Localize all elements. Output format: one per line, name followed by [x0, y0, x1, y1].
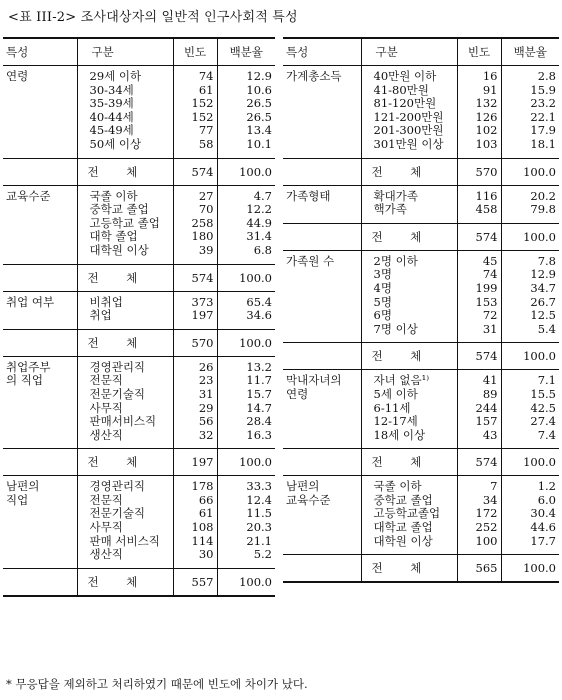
frequency-value: 252 — [475, 520, 498, 535]
frequency-value: 7 — [490, 479, 498, 494]
total-frequency: 565 — [457, 555, 501, 582]
percent-value: 6.0 — [537, 492, 556, 507]
percent-value: 31.4 — [246, 229, 272, 244]
category-label: 대학원 이상 — [373, 533, 433, 548]
frequency-value: 100 — [475, 533, 498, 548]
percent-value: 4.7 — [253, 188, 272, 203]
frequency-cell — [457, 370, 501, 449]
frequency-value: 91 — [482, 82, 498, 97]
frequency-value: 27 — [198, 188, 214, 203]
footnote: * 무응답을 제외하고 처리하였기 때문에 빈도에 차이가 났다. — [6, 677, 308, 691]
frequency-value: 34 — [482, 492, 498, 507]
category-label: 3명 — [373, 267, 392, 282]
percent-value: 17.7 — [530, 533, 556, 548]
total-blank-cell — [283, 158, 361, 185]
percent-value: 13.2 — [246, 359, 272, 374]
characteristic-cell — [283, 370, 361, 449]
category-label: 40만원 이하 — [373, 69, 437, 83]
percent-cell — [501, 66, 559, 159]
characteristic-label: 교육수준 — [6, 188, 51, 203]
frequency-value: 152 — [191, 109, 214, 124]
left-header-row — [3, 39, 275, 66]
total-frequency: 574 — [457, 449, 501, 476]
frequency-value: 258 — [191, 215, 214, 230]
total-label: 전 체 — [77, 264, 173, 291]
category-label: 국졸 이하 — [373, 479, 422, 494]
percent-value: 10.6 — [246, 82, 272, 97]
category-label: 전문기술직 — [89, 506, 146, 521]
percent-value: 27.4 — [530, 414, 556, 429]
percent-value: 34.6 — [246, 308, 272, 323]
percent-value: 13.4 — [246, 123, 272, 138]
header-frequency: 빈도 — [173, 39, 217, 66]
category-label: 81-120만원 — [373, 96, 437, 111]
percent-cell — [501, 370, 559, 449]
percent-value: 44.6 — [530, 520, 556, 535]
group-row — [283, 185, 559, 223]
characteristic-label: 취업 여부 — [6, 294, 55, 309]
percent-value: 20.3 — [246, 520, 272, 535]
category-label: 국졸 이하 — [89, 188, 138, 203]
frequency-cell — [457, 66, 501, 159]
category-label: 7명 이상 — [373, 321, 418, 336]
characteristic-cell — [283, 476, 361, 555]
category-label: 중학교 졸업 — [373, 492, 433, 507]
percent-value: 42.5 — [530, 400, 556, 415]
category-label: 5명 — [373, 294, 392, 309]
category-label: 판매 서비스직 — [89, 533, 160, 548]
percent-value: 12.2 — [246, 202, 272, 217]
group-row — [3, 66, 275, 159]
frequency-value: 153 — [475, 294, 498, 309]
category-label: 경영관리직 — [89, 359, 146, 374]
category-label: 취업 — [89, 308, 112, 323]
category-label: 중학교 졸업 — [89, 202, 149, 217]
frequency-value: 74 — [198, 69, 214, 83]
percent-value: 11.7 — [246, 373, 272, 388]
category-label: 사무직 — [89, 400, 123, 415]
total-label: 전 체 — [77, 158, 173, 185]
total-row — [3, 264, 275, 291]
percent-value: 10.1 — [246, 136, 272, 151]
frequency-value: 126 — [475, 109, 498, 124]
total-label: 전 체 — [361, 343, 457, 370]
total-percent: 100.0 — [501, 449, 559, 476]
frequency-cell — [173, 291, 217, 329]
frequency-value: 31 — [482, 321, 498, 336]
category-label: 12-17세 — [373, 414, 418, 429]
total-label: 전 체 — [77, 568, 173, 595]
percent-value: 28.4 — [246, 414, 272, 429]
header-percent: 백분율 — [501, 39, 559, 66]
total-blank-cell — [283, 223, 361, 250]
category-cell — [77, 66, 173, 159]
header-frequency: 빈도 — [457, 39, 501, 66]
percent-value: 12.9 — [246, 69, 272, 83]
frequency-value: 132 — [475, 96, 498, 111]
frequency-cell — [457, 185, 501, 223]
total-label: 전 체 — [361, 223, 457, 250]
total-percent: 100.0 — [501, 223, 559, 250]
group-row — [283, 476, 559, 555]
characteristic-cell — [283, 66, 361, 159]
header-category: 구분 — [361, 39, 457, 66]
total-row — [3, 449, 275, 476]
total-label: 전 체 — [361, 555, 457, 582]
frequency-value: 157 — [475, 414, 498, 429]
total-row — [283, 223, 559, 250]
left-table — [3, 39, 275, 595]
category-label: 50세 이상 — [89, 136, 142, 151]
category-label: 대학 졸업 — [89, 229, 138, 244]
category-label: 전문기술직 — [89, 386, 146, 401]
frequency-value: 32 — [198, 427, 214, 442]
category-label: 전문직 — [89, 373, 123, 388]
percent-value: 7.8 — [537, 253, 556, 268]
total-percent: 100.0 — [501, 343, 559, 370]
percent-value: 22.1 — [530, 109, 556, 124]
category-cell — [77, 476, 173, 569]
frequency-value: 108 — [191, 520, 214, 535]
percent-cell — [501, 476, 559, 555]
total-frequency: 570 — [457, 158, 501, 185]
percent-value: 14.7 — [246, 400, 272, 415]
frequency-value: 199 — [475, 280, 498, 295]
total-blank-cell — [3, 264, 77, 291]
table-caption: <표 III-2> 조사대상자의 일반적 인구사회적 특성 — [8, 10, 298, 25]
category-label: 4명 — [373, 280, 392, 295]
percent-value: 7.1 — [537, 373, 556, 388]
percent-value: 12.4 — [246, 492, 272, 507]
total-blank-cell — [3, 158, 77, 185]
percent-value: 2.8 — [537, 69, 556, 83]
characteristic-cell — [3, 476, 77, 569]
percent-value: 17.9 — [530, 123, 556, 138]
category-label: 6-11세 — [373, 400, 411, 415]
frequency-value: 26 — [198, 359, 214, 374]
characteristic-label: 직업 — [6, 492, 29, 507]
frequency-cell — [457, 250, 501, 343]
group-row — [283, 250, 559, 343]
percent-cell — [217, 66, 275, 159]
frequency-value: 458 — [475, 202, 498, 217]
category-label: 40-44세 — [89, 109, 134, 124]
frequency-value: 58 — [198, 136, 214, 151]
frequency-value: 43 — [482, 427, 498, 442]
percent-value: 65.4 — [246, 294, 272, 309]
frequency-value: 102 — [475, 123, 498, 138]
total-frequency: 574 — [457, 223, 501, 250]
percent-value: 5.4 — [537, 321, 556, 336]
percent-value: 26.7 — [530, 294, 556, 309]
frequency-value: 31 — [198, 386, 214, 401]
frequency-value: 197 — [191, 308, 214, 323]
category-label: 41-80만원 — [373, 82, 429, 97]
frequency-value: 70 — [198, 202, 214, 217]
total-percent: 100.0 — [217, 264, 275, 291]
frequency-value: 244 — [475, 400, 498, 415]
total-blank-cell — [283, 555, 361, 582]
total-label: 전 체 — [77, 449, 173, 476]
frequency-value: 39 — [198, 242, 214, 257]
total-row — [3, 568, 275, 595]
total-percent: 100.0 — [217, 158, 275, 185]
percent-value: 79.8 — [530, 202, 556, 217]
frequency-value: 30 — [198, 547, 214, 562]
total-frequency: 574 — [173, 264, 217, 291]
category-label: 확대가족 — [373, 188, 418, 203]
total-blank-cell — [283, 343, 361, 370]
frequency-value: 72 — [482, 308, 498, 323]
group-row — [3, 356, 275, 449]
percent-value: 11.5 — [246, 506, 272, 521]
frequency-value: 178 — [191, 479, 214, 494]
frequency-value: 172 — [475, 506, 498, 521]
category-label: 고등학교졸업 — [373, 506, 441, 521]
total-frequency: 574 — [173, 158, 217, 185]
total-blank-cell — [3, 568, 77, 595]
category-label: 201-300만원 — [373, 123, 444, 138]
total-row — [283, 449, 559, 476]
category-label: 비취업 — [89, 294, 123, 309]
percent-value: 21.1 — [246, 533, 272, 548]
category-cell — [361, 370, 457, 449]
frequency-cell — [173, 476, 217, 569]
percent-value: 30.4 — [530, 506, 556, 521]
percent-cell — [217, 476, 275, 569]
frequency-value: 114 — [191, 533, 214, 548]
percent-value: 6.8 — [253, 242, 272, 257]
total-percent: 100.0 — [501, 555, 559, 582]
percent-value: 15.9 — [530, 82, 556, 97]
right-table-panel — [283, 37, 559, 583]
group-row — [283, 66, 559, 159]
percent-value: 12.5 — [530, 308, 556, 323]
frequency-value: 45 — [482, 253, 498, 268]
header-percent: 백분율 — [217, 39, 275, 66]
characteristic-cell — [283, 185, 361, 223]
category-cell — [77, 356, 173, 449]
category-label: 121-200만원 — [373, 109, 444, 124]
total-label: 전 체 — [361, 449, 457, 476]
category-label: 301만원 이상 — [373, 136, 444, 151]
total-row — [3, 329, 275, 356]
right-header-row — [283, 39, 559, 66]
total-blank-cell — [283, 449, 361, 476]
percent-value: 7.4 — [537, 427, 556, 442]
characteristic-cell — [3, 66, 77, 159]
frequency-cell — [173, 66, 217, 159]
category-label: 2명 이하 — [373, 253, 418, 268]
total-row — [283, 343, 559, 370]
percent-value: 12.9 — [530, 267, 556, 282]
header-characteristic: 특성 — [3, 39, 77, 66]
characteristic-label: 교육수준 — [286, 492, 331, 507]
total-label: 전 체 — [77, 329, 173, 356]
category-label: 핵가족 — [373, 202, 407, 217]
category-label: 6명 — [373, 308, 392, 323]
category-label: 생산직 — [89, 427, 123, 442]
characteristic-cell — [3, 356, 77, 449]
percent-value: 15.7 — [246, 386, 272, 401]
category-cell — [361, 185, 457, 223]
frequency-value: 152 — [191, 96, 214, 111]
total-frequency: 557 — [173, 568, 217, 595]
characteristic-cell — [3, 291, 77, 329]
total-percent: 100.0 — [217, 568, 275, 595]
frequency-value: 66 — [198, 492, 214, 507]
percent-cell — [501, 185, 559, 223]
frequency-value: 56 — [198, 414, 214, 429]
characteristic-label: 가계총소득 — [286, 69, 342, 83]
total-blank-cell — [3, 449, 77, 476]
category-cell — [361, 476, 457, 555]
category-label: 대학원 이상 — [89, 242, 149, 257]
characteristic-label: 연령 — [286, 386, 309, 401]
percent-value: 26.5 — [246, 96, 272, 111]
percent-value: 20.2 — [530, 188, 556, 203]
percent-value: 16.3 — [246, 427, 272, 442]
frequency-value: 103 — [475, 136, 498, 151]
category-cell — [77, 185, 173, 264]
category-label: 35-39세 — [89, 96, 134, 111]
header-characteristic: 특성 — [283, 39, 361, 66]
total-row — [283, 555, 559, 582]
total-frequency: 570 — [173, 329, 217, 356]
category-label: 29세 이하 — [89, 69, 142, 83]
category-label: 45-49세 — [89, 123, 134, 138]
frequency-value: 29 — [198, 400, 214, 415]
characteristic-label: 막내자녀의 — [286, 373, 342, 388]
percent-cell — [217, 291, 275, 329]
frequency-cell — [173, 356, 217, 449]
percent-value: 44.9 — [246, 215, 272, 230]
category-label: 전문직 — [89, 492, 123, 507]
header-category: 구분 — [77, 39, 173, 66]
right-table — [283, 39, 559, 581]
total-percent: 100.0 — [501, 158, 559, 185]
percent-value: 34.7 — [530, 280, 556, 295]
total-row — [3, 158, 275, 185]
frequency-value: 61 — [198, 506, 214, 521]
category-label: 대학교 졸업 — [373, 520, 433, 535]
frequency-value: 373 — [191, 294, 214, 309]
group-row — [3, 291, 275, 329]
characteristic-cell — [283, 250, 361, 343]
percent-value: 5.2 — [253, 547, 272, 562]
percent-value: 33.3 — [246, 479, 272, 494]
category-cell — [361, 66, 457, 159]
total-frequency: 197 — [173, 449, 217, 476]
category-label: 사무직 — [89, 520, 123, 535]
percent-cell — [217, 185, 275, 264]
frequency-value: 116 — [475, 188, 498, 203]
characteristic-label: 남편의 — [286, 479, 320, 494]
total-label: 전 체 — [361, 158, 457, 185]
frequency-value: 16 — [482, 69, 498, 83]
percent-value: 18.1 — [530, 136, 556, 151]
total-percent: 100.0 — [217, 329, 275, 356]
characteristic-label: 가족원 수 — [286, 253, 335, 268]
frequency-value: 41 — [482, 373, 498, 388]
frequency-value: 77 — [198, 123, 214, 138]
percent-value: 26.5 — [246, 109, 272, 124]
characteristic-cell — [3, 185, 77, 264]
percent-value: 15.5 — [530, 386, 556, 401]
total-frequency: 574 — [457, 343, 501, 370]
percent-value: 1.2 — [537, 479, 556, 494]
left-table-panel — [3, 37, 275, 597]
percent-cell — [501, 250, 559, 343]
category-label: 경영관리직 — [89, 479, 146, 494]
percent-cell — [217, 356, 275, 449]
category-label: 18세 이상 — [373, 427, 426, 442]
characteristic-label: 가족형태 — [286, 188, 331, 203]
frequency-value: 74 — [482, 267, 498, 282]
characteristic-label: 연령 — [6, 69, 29, 83]
category-label: 자녀 없음¹⁾ — [373, 373, 430, 388]
group-row — [3, 476, 275, 569]
frequency-cell — [173, 185, 217, 264]
total-row — [283, 158, 559, 185]
total-blank-cell — [3, 329, 77, 356]
category-label: 5세 이하 — [373, 386, 418, 401]
frequency-value: 180 — [191, 229, 214, 244]
category-label: 30-34세 — [89, 82, 134, 97]
group-row — [3, 185, 275, 264]
category-label: 생산직 — [89, 547, 123, 562]
category-label: 고등학교 졸업 — [89, 215, 160, 230]
frequency-cell — [457, 476, 501, 555]
category-label: 판매서비스직 — [89, 414, 157, 429]
frequency-value: 89 — [482, 386, 498, 401]
group-row — [283, 370, 559, 449]
characteristic-label: 취업주부 — [6, 359, 51, 374]
characteristic-label: 남편의 — [6, 479, 40, 494]
characteristic-label: 의 직업 — [6, 373, 43, 388]
percent-value: 23.2 — [530, 96, 556, 111]
total-percent: 100.0 — [217, 449, 275, 476]
frequency-value: 23 — [198, 373, 214, 388]
frequency-value: 61 — [198, 82, 214, 97]
category-cell — [77, 291, 173, 329]
category-cell — [361, 250, 457, 343]
